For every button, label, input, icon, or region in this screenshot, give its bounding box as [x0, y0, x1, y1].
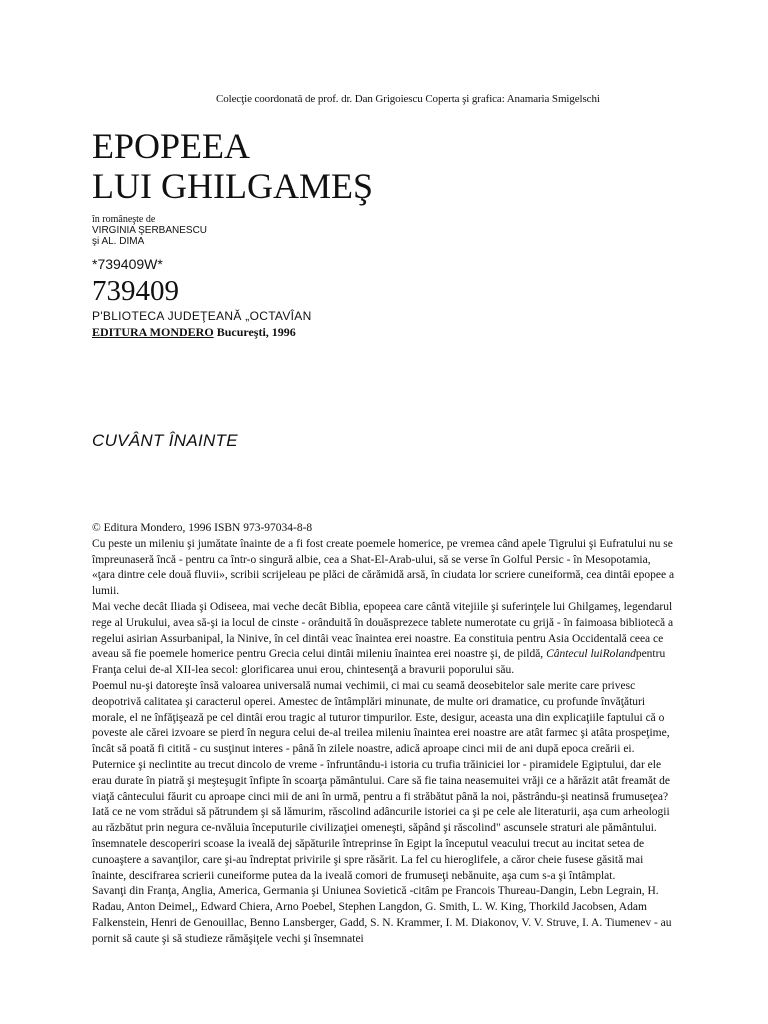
publisher-line: [92, 325, 296, 340]
publisher-place-year: Bucureşti, 1996: [216, 325, 296, 339]
section-heading: CUVÂNT ÎNAINTE: [92, 431, 238, 450]
paragraph-1: Cu peste un mileniu şi jumătate înainte de a fi fost create poemele homerice, pe vremea când apele Tigrului şi Eufratului nu se împreunaseră încă - pentru ca într-o singură albie, cea a Shat-El-Arab-ului, să se verse în Golful Persic - în Mesopotamia, «ţara dintre cele două fluvii», scribii scrijeleau pe plăci de cărămidă arsă, în ciudata lor scriere cuneiformă, cea dintâi epopee a lumii.: [92, 537, 675, 598]
library-stamp: P'BLIOTECA JUDEŢEANĂ „OCTAVÎAN: [92, 309, 312, 323]
translator-name-1: VIRGINIA ŞERBANESCU: [92, 225, 208, 236]
paragraph-2-start: Mai veche decât Iliada şi Odiseea, mai veche decât Biblia, epopeea care cântă vitejiile şi suferinţele lui Ghilgameş, legendarul rege al Urukului, avea să-şi ia locul de cinste - orânduită în douăsprezece tablete numerotate cu grijă - în faimoasa bibliotecă a regelui asirian Assurbanipal, la Ninive, în cel dintâi veac înaintea erei noastre. Ea constituia pentru Asia Occidentală ceea ce aveau să fie poemele homerice pentru Grecia celui dintâi mileniu înaintea erei noastre şi, de pildă,: [92, 600, 674, 661]
translators-block: [92, 214, 207, 247]
book-title: [92, 126, 373, 206]
title-line-1: EPOPEEA: [92, 126, 251, 166]
translator-name-2: şi AL. DIMA: [92, 236, 145, 247]
series-credit-line: Colecţie coordonată de prof. dr. Dan Grigoiescu Coperta şi grafica: Anamaria Smigelschi: [216, 93, 600, 105]
publisher-name: EDITURA MONDERO: [92, 325, 214, 339]
title-line-2: LUI GHILGAMEŞ: [92, 166, 373, 206]
paragraph-6: Savanţi din Franţa, Anglia, America, Germania şi Uniunea Sovietică -citâm pe Francois Thureau-Dangin, Lebn Legrain, H. Radau, Anton Deimel,, Edward Chiera, Arno Poebel, Stephen Langdon, G. Smith, L. W. King, Thorkild Jacobsen, Adam Falkenstein, Henri de Genouillac, Benno Lansberger, Gadd, S. N. Krammer, I. M. Diakonov, V. V. Struve, I. A. Tiumenev - au pornit să caute şi să studieze rămăşiţele vechi şi însemnatei: [92, 885, 672, 945]
translators-intro: în româneşte de: [92, 214, 156, 225]
paragraph-2: [92, 600, 676, 679]
catalog-code-large: 739409: [92, 275, 179, 307]
paragraph-4: Puternice şi neclintite au trecut dincolo de vreme - înfruntându-i istoria cu trufia trăiniciei lor - piramidele Egiptului, dar ele erau durate în piatră şi meşteşugit înfipte în scoarţa pământului. Care să fie taina neasemuitei vrăji ce a hărăzit atât freamăt de viaţă cântecului făurit cu aproape cinci mii de ani în urmă, pentru a fi străbătut până la noi, păstrându-şi neatinsă frumuseţea?: [92, 758, 670, 803]
paragraph-2-italic-title: Cântecul luiRoland: [546, 648, 636, 661]
paragraph-2-end: pentru Franţa celui de-al XII-lea secol: glorificarea unui erou, chintesenţă a bravurii poporului său.: [92, 648, 666, 677]
paragraph-3: Poemul nu-şi datoreşte însă valoarea universală numai vechimii, ci mai cu seamă deosebitelor sale merite care privesc deopotrivă calitatea şi caracterul operei. Amestec de întâmplări minunate, de multe ori dramatice, cu profunde învăţături morale, el ne înfăţişează pe cel dintâi erou tragic al tuturor timpurilor. Este, desigur, aceasta una din explicaţiile faptului că o poveste ale cărei izvoare se pierd în negura celui de-al treilea mileniu înaintea erei noastre are atât farmec şi atâta prospeţime, încât să poată fi citită - cu susţinut interes - până în zilele noastre, adică aproape cinci mii de ani după epoca creării ei.: [92, 679, 670, 756]
catalog-code-small: *739409W*: [92, 256, 163, 272]
body-text: [92, 521, 676, 948]
paragraph-5: Iată ce ne vom strădui să pătrundem şi să lămurim, răscolind adâncurile istoriei ca şi pe cele ale literaturii, aşa cum arheologii au răzbătut prin negura ce-nvăluia începuturile civilizaţiei omeneşti, săpând şi răscolind" ascunsele straturi ale pământului. însemnatele descoperiri scoase la iveală dej săpăturile întreprinse în Egipt la începutul veacului trecut au incitat setea de cunoaştere a savanţilor, care şi-au îndreptat privirile şi spre răsărit. La fel cu hieroglifele, a căror cheie fusese găsită mai înainte, descifrarea scrierii cuneiforme putea da la iveală comori de frumuseţi nebănuite, aşa cum s-a şi întâmplat.: [92, 806, 670, 882]
copyright-line: © Editura Mondero, 1996 ISBN 973-97034-8-8: [92, 522, 313, 534]
